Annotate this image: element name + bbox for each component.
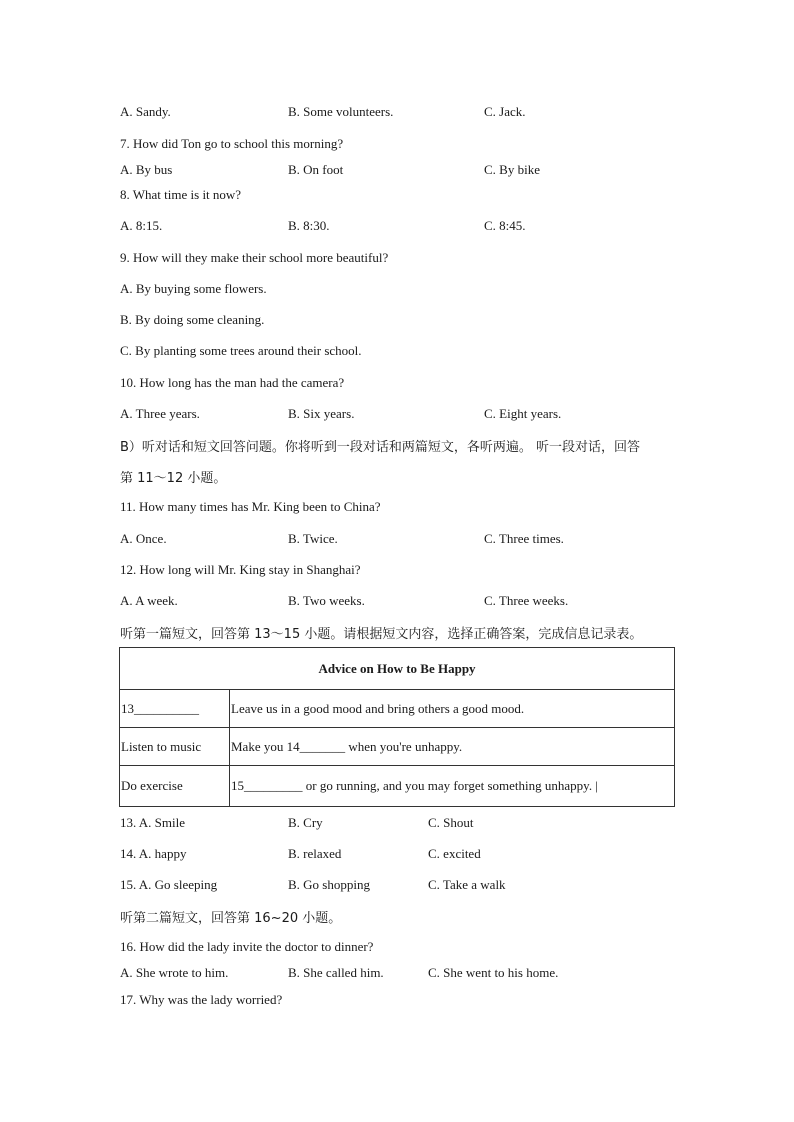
q17-question: 17. Why was the lady worried? — [120, 992, 283, 1007]
q7-option-a: A. By bus — [120, 162, 173, 177]
table-title: Advice on How to Be Happy — [120, 648, 675, 690]
q15-option-c: C. Take a walk — [428, 877, 506, 892]
q7-question: 7. How did Ton go to school this morning? — [120, 136, 344, 151]
q11-option-c: C. Three times. — [484, 531, 564, 546]
q16-question: 16. How did the lady invite the doctor to dinner? — [120, 939, 374, 954]
q13-option-b: B. Cry — [288, 815, 323, 830]
table-cell-right: 15_________ or go running, and you may forget something unhappy. | — [230, 766, 675, 807]
q9-option-b: B. By doing some cleaning. — [120, 312, 265, 327]
q11-question: 11. How many times has Mr. King been to China? — [120, 499, 381, 514]
q13-option-c: C. Shout — [428, 815, 474, 830]
q11-option-b: B. Twice. — [288, 531, 338, 546]
q10-option-a: A. Three years. — [120, 406, 200, 421]
q16-option-a: A. She wrote to him. — [120, 965, 229, 980]
q15-option-a: 15. A. Go sleeping — [120, 877, 218, 892]
q8-question: 8. What time is it now? — [120, 187, 242, 202]
passage1-instruction: 听第一篇短文，回答第 13～15 小题。请根据短文内容，选择正确答案，完成信息记录表。 — [120, 627, 643, 642]
q7-option-c: C. By bike — [484, 162, 540, 177]
table-cell-left: Do exercise — [120, 766, 230, 807]
table-cell-right: Make you 14_______ when you're unhappy. — [230, 728, 675, 766]
q16-option-c: C. She went to his home. — [428, 965, 559, 980]
q10-option-c: C. Eight years. — [484, 406, 562, 421]
q13-option-a: 13. A. Smile — [120, 815, 186, 830]
q8-option-b: B. 8:30. — [288, 218, 330, 233]
table-cell-left: Listen to music — [120, 728, 230, 766]
q6-option-c: C. Jack. — [484, 104, 526, 119]
table-cell-right: Leave us in a good mood and bring others a good mood. — [230, 690, 675, 728]
section-b-instruction-line1: B）听对话和短文回答问题。你将听到一段对话和两篇短文，各听两遍。 听一段对话，回答 — [120, 440, 641, 455]
advice-table — [119, 647, 675, 807]
table-row — [120, 690, 675, 728]
q6-option-b: B. Some volunteers. — [288, 104, 394, 119]
q9-option-c: C. By planting some trees around their school. — [120, 343, 362, 358]
q12-option-a: A. A week. — [120, 593, 178, 608]
q12-option-c: C. Three weeks. — [484, 593, 569, 608]
q8-option-c: C. 8:45. — [484, 218, 526, 233]
section-b-instruction-line2: 第 11～12 小题。 — [120, 471, 227, 486]
q7-option-b: B. On foot — [288, 162, 344, 177]
table-row — [120, 728, 675, 766]
q14-option-c: C. excited — [428, 846, 481, 861]
q15-option-b: B. Go shopping — [288, 877, 370, 892]
table-row — [120, 766, 675, 807]
q10-option-b: B. Six years. — [288, 406, 355, 421]
q12-question: 12. How long will Mr. King stay in Shanghai? — [120, 562, 361, 577]
q10-question: 10. How long has the man had the camera? — [120, 375, 345, 390]
q6-option-a: A. Sandy. — [120, 104, 171, 119]
q12-option-b: B. Two weeks. — [288, 593, 365, 608]
q14-option-a: 14. A. happy — [120, 846, 187, 861]
table-cell-left: 13__________ — [120, 690, 230, 728]
q8-option-a: A. 8:15. — [120, 218, 163, 233]
q9-question: 9. How will they make their school more beautiful? — [120, 250, 389, 265]
q11-option-a: A. Once. — [120, 531, 167, 546]
q16-option-b: B. She called him. — [288, 965, 384, 980]
passage2-instruction: 听第二篇短文，回答第 16~20 小题。 — [120, 911, 342, 926]
q14-option-b: B. relaxed — [288, 846, 342, 861]
q9-option-a: A. By buying some flowers. — [120, 281, 267, 296]
